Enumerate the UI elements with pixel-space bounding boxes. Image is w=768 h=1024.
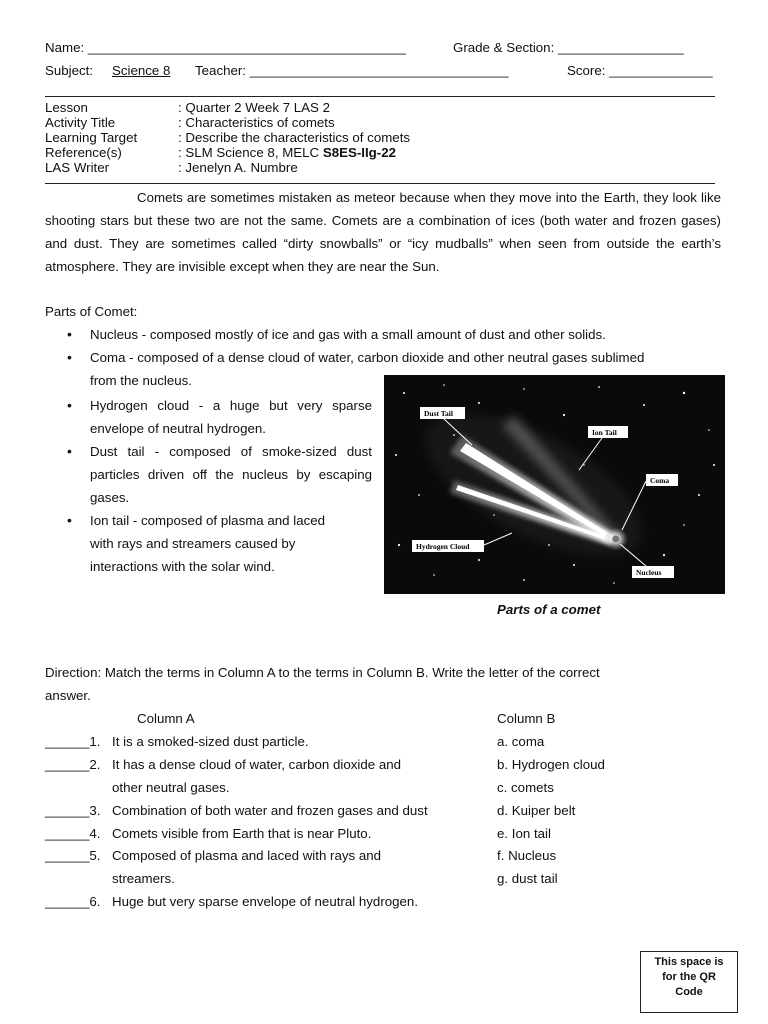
header-divider [45,96,715,97]
comet-illustration [384,375,725,594]
list-item-coma-cont: from the nucleus. [90,373,192,388]
activity-title-value: : Characteristics of comets [178,115,335,130]
column-a-item: It is a smoked-sized dust particle. [112,734,309,749]
list-item-coma: Coma - composed of a dense cloud of water, carbon dioxide and other neutral gases sublimed [90,350,645,365]
name-field-label: Name: ___________________________________________ [45,40,406,55]
teacher-field-label: Teacher: ___________________________________ [195,63,509,78]
subject-label: Subject: [45,63,94,78]
qr-line-1: This space is [654,956,724,968]
lesson-label: Lesson [45,100,88,115]
column-a-item: Comets visible from Earth that is near Pluto. [112,826,372,841]
svg-text:Ion Tail: Ion Tail [592,428,617,437]
direction-line-1: Direction: Match the terms in Column A to the terms in Column B. Write the letter of the correct [45,665,600,680]
svg-text:Coma: Coma [650,476,670,485]
list-item-hydrogen-cloud: Hydrogen cloud - a huge but very sparse envelope of neutral hydrogen. [90,398,372,436]
bullet-icon: • [67,326,72,342]
column-a-item-cont: other neutral gases. [112,780,230,795]
bullet-icon: • [67,443,72,459]
intro-paragraph: Comets are sometimes mistaken as meteor because when they move into the Earth, they look like shooting stars but these two are not the same. Comets are a combination of ices (both water and frozen gases) and dust. They are sometimes called “dirty snowballs” or “icy mudballs” when seen from outside the earth’s atmosphere. They are invisible except when they are near the Sun. [45,190,721,274]
column-a-item: Huge but very sparse envelope of neutral hydrogen. [112,894,419,909]
column-a-item: Combination of both water and frozen gases and dust [112,803,428,818]
figure-caption: Parts of a comet [497,602,601,617]
melc-code: S8ES-IIg-22 [322,145,397,160]
column-a-item-cont: streamers. [112,871,175,886]
label-hydrogen-cloud [412,533,512,552]
column-a-item: It has a dense cloud of water, carbon dioxide and [112,757,402,772]
column-b-item: b. Hydrogen cloud [497,757,605,772]
column-a-item: Composed of plasma and laced with rays and [112,848,382,863]
references-label: Reference(s) [45,145,122,160]
answer-blank[interactable]: ______6. [45,894,101,909]
parts-heading: Parts of Comet: [45,304,138,319]
subject-value: Science 8 [112,63,171,78]
list-item-ion-tail-cont: with rays and streamers caused by [90,536,296,551]
answer-blank[interactable]: ______4. [45,826,101,841]
bullet-icon: • [67,512,72,528]
lesson-info-divider [45,183,715,184]
las-writer-label: LAS Writer [45,160,110,175]
grade-section-field-label: Grade & Section: _________________ [453,40,684,55]
answer-blank[interactable]: ______3. [45,803,101,818]
score-field-label: Score: ______________ [567,63,713,78]
column-b-header: Column B [497,711,556,726]
column-b-item: c. comets [497,780,554,795]
activity-title-label: Activity Title [45,115,116,130]
qr-line-3: Code [675,986,703,998]
answer-blank[interactable]: ______5. [45,848,101,863]
comet-diagram [384,375,725,594]
column-b-item: g. dust tail [497,871,558,886]
learning-target-value: : Describe the characteristics of comets [178,130,411,145]
list-item-ion-tail-cont2: interactions with the solar wind. [90,559,275,574]
svg-text:Hydrogen Cloud: Hydrogen Cloud [416,542,470,551]
column-b-item: d. Kuiper belt [497,803,576,818]
lesson-value: : Quarter 2 Week 7 LAS 2 [178,100,331,115]
column-b-item: a. coma [497,734,545,749]
answer-blank[interactable]: ______2. [45,757,101,772]
las-writer-value: : Jenelyn A. Numbre [178,160,298,175]
qr-code-placeholder [640,951,738,1013]
column-b-item: f. Nucleus [497,848,557,863]
svg-text:Dust Tail: Dust Tail [424,409,453,418]
svg-text:Nucleus: Nucleus [636,568,662,577]
answer-blank[interactable]: ______1. [45,734,101,749]
list-item-nucleus: Nucleus - composed mostly of ice and gas with a small amount of dust and other solids. [90,327,606,342]
column-b-item: e. Ion tail [497,826,551,841]
learning-target-label: Learning Target [45,130,138,145]
bullet-icon: • [67,397,72,413]
list-item-dust-tail: Dust tail - composed of smoke-sized dust particles driven off the nucleus by escaping gases. [90,444,372,505]
references-value: : SLM Science 8, MELC S8ES-IIg-22 [178,145,397,160]
list-item-ion-tail: Ion tail - composed of plasma and laced [90,513,326,528]
bullet-icon: • [67,349,72,365]
qr-line-2: for the QR [662,971,716,983]
column-a-header: Column A [137,711,195,726]
direction-line-2: answer. [45,688,91,703]
